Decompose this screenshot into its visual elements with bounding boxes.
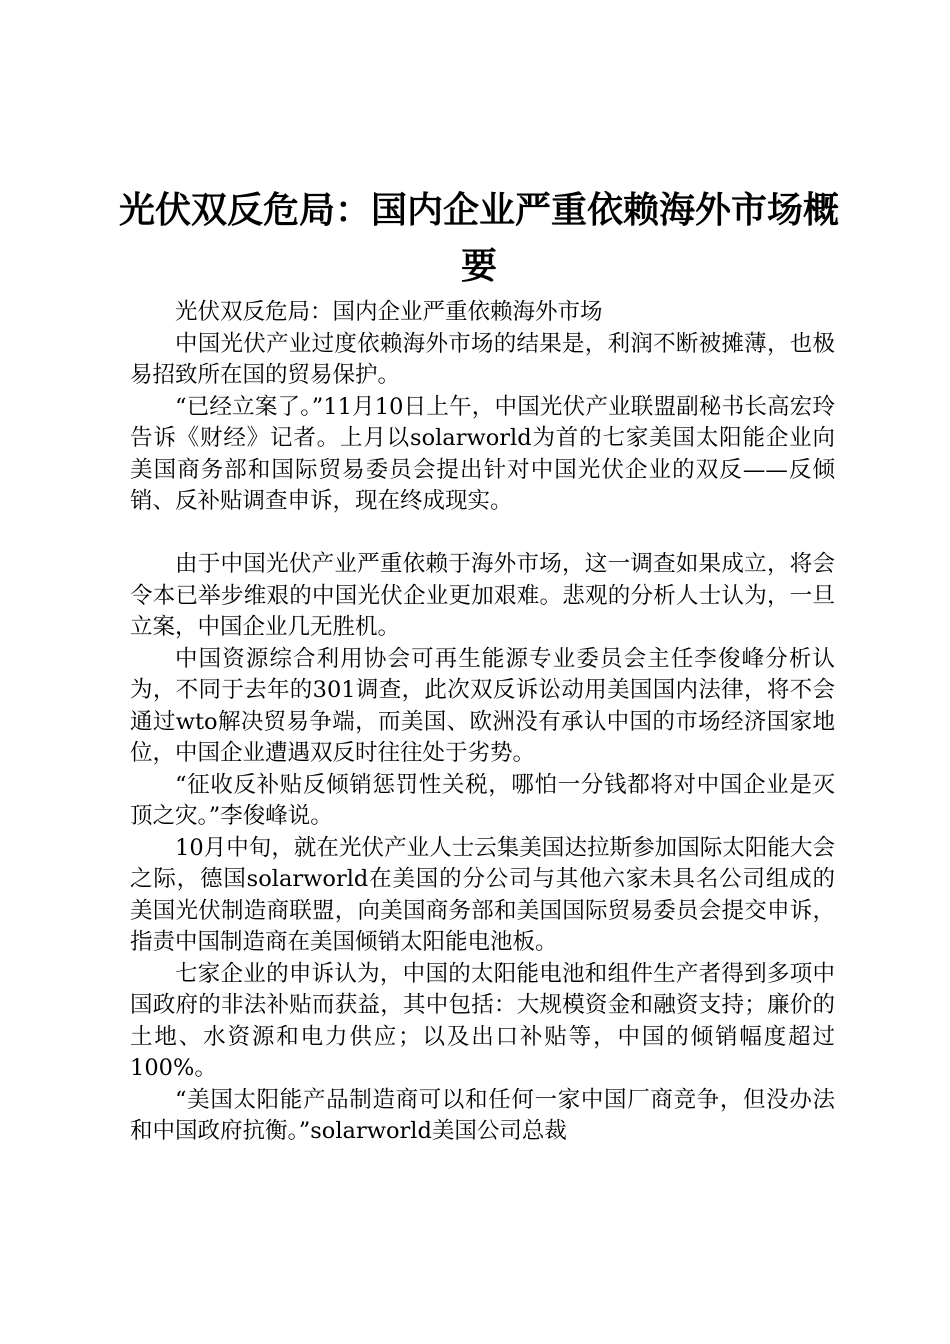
paragraph: 由于中国光伏产业严重依赖于海外市场，这一调查如果成立，将会令本已举步维艰的中国光伏企业更加艰难。悲观的分析人士认为，一旦立案，中国企业几无胜机。 bbox=[130, 551, 835, 640]
paragraph: “已经立案了。”11月10日上午，中国光伏产业联盟副秘书长高宏玲告诉《财经》记者。上月以solarworld为首的七家美国太阳能企业向美国商务部和国际贸易委员会提出针对中国光伏企业的双反——反倾销、反补贴调查申诉，现在终成现实。 bbox=[130, 393, 835, 514]
paragraph: 中国光伏产业过度依赖海外市场的结果是，利润不断被摊薄，也极易招致所在国的贸易保护。 bbox=[130, 330, 835, 388]
paragraph: 七家企业的申诉认为，中国的太阳能电池和组件生产者得到多项中国政府的非法补贴而获益，其中包括：大规模资金和融资支持；廉价的土地、水资源和电力供应；以及出口补贴等，中国的倾销幅度超过100%。 bbox=[130, 960, 835, 1081]
document-body bbox=[130, 297, 835, 1148]
paragraph: “征收反补贴反倾销惩罚性关税，哪怕一分钱都将对中国企业是灭顶之灾。”李俊峰说。 bbox=[130, 771, 835, 829]
paragraph: 中国资源综合利用协会可再生能源专业委员会主任李俊峰分析认为，不同于去年的301调查，此次双反诉讼动用美国国内法律，将不会通过wto解决贸易争端，而美国、欧洲没有承认中国的市场经济国家地位，中国企业遭遇双反时往往处于劣势。 bbox=[130, 645, 835, 766]
document-title: 光伏双反危局：国内企业严重依赖海外市场概要 bbox=[118, 189, 839, 287]
paragraph-subtitle: 光伏双反危局：国内企业严重依赖海外市场 bbox=[175, 299, 603, 325]
paragraph: “美国太阳能产品制造商可以和任何一家中国厂商竞争，但没办法和中国政府抗衡。”solarworld美国公司总裁 bbox=[130, 1086, 835, 1144]
paragraph: 10月中旬，就在光伏产业人士云集美国达拉斯参加国际太阳能大会之际，德国solarworld在美国的分公司与其他六家未具名公司组成的美国光伏制造商联盟，向美国商务部和美国国际贸易委员会提交申诉，指责中国制造商在美国倾销太阳能电池板。 bbox=[130, 834, 835, 955]
